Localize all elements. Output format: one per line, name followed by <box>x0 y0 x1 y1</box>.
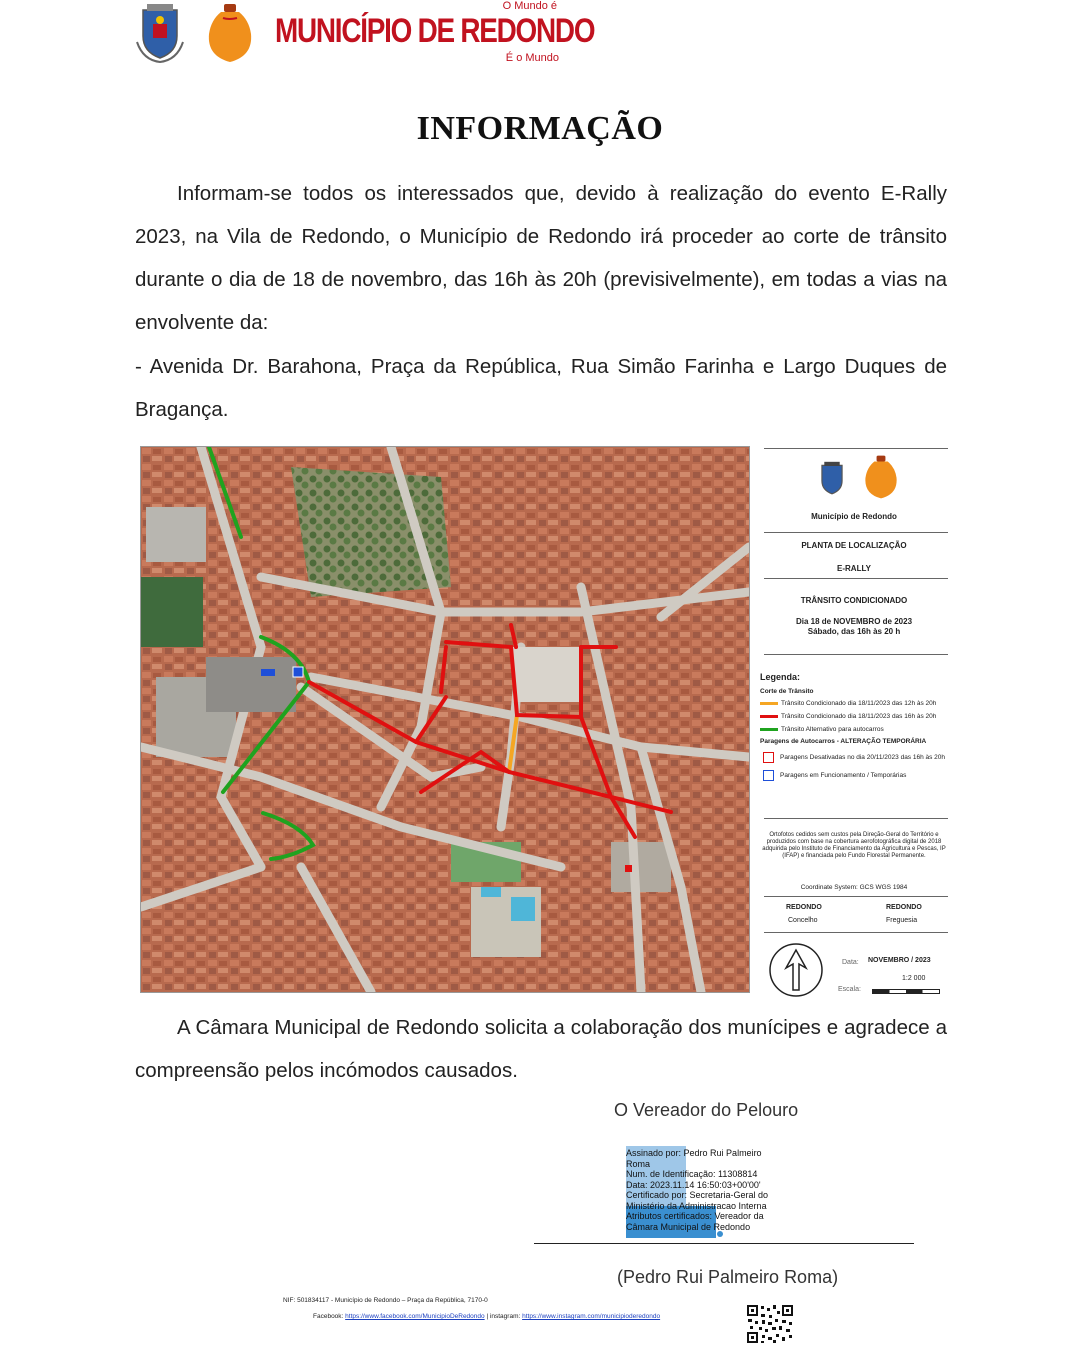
page-title: INFORMAÇÃO <box>416 110 664 147</box>
footer-fb-label: Facebook: <box>313 1313 346 1320</box>
legend-item-orange-label: Trânsito Condicionado dia 18/11/2023 das 12h às 20h <box>781 700 937 707</box>
legend-paragem-desat-label: Paragens Desativadas no dia 20/11/2023 das 16h às 20h <box>780 754 946 762</box>
legend-heading: Legenda: <box>760 672 801 682</box>
brand-logo <box>275 0 595 70</box>
scale-bar <box>872 989 940 994</box>
footer-separator: | instagram: <box>484 1313 523 1320</box>
legend-concelho-label: Concelho <box>788 917 818 924</box>
sig-line-8: Câmara Municipal de Redondo <box>626 1221 751 1232</box>
legend-divider <box>764 896 948 897</box>
orange-swatch <box>760 702 778 705</box>
green-swatch <box>760 728 778 731</box>
legend-escala-value: 1:2 000 <box>902 975 926 982</box>
legend-divider <box>764 818 948 819</box>
instagram-link[interactable]: https://www.instagram.com/municipioderedondo <box>522 1313 661 1320</box>
paragraph-closing: A Câmara Municipal de Redondo solicita a colaboração dos munícipes e agradece a compreensão pelos incómodos causados. <box>135 1016 947 1082</box>
pot-logo-icon <box>207 2 253 64</box>
digital-signature-text <box>626 1148 826 1232</box>
legend-data-value: NOVEMBRO / 2023 <box>868 957 931 964</box>
legend-paragem-func-label: Paragens em Funcionamento / Temporárias <box>780 772 907 780</box>
legend-paragem-func <box>760 770 906 781</box>
legend-concelho-value: REDONDO <box>786 904 822 911</box>
legend-divider <box>764 654 948 655</box>
legend-planta: PLANTA DE LOCALIZAÇÃO <box>801 541 907 550</box>
brand-top-text: O Mundo é <box>502 0 557 12</box>
footer-social <box>313 1313 660 1320</box>
legend-escala-label: Escala: <box>838 986 861 993</box>
legend-municipio: Município de Redondo <box>811 512 897 521</box>
legend-date-2: Sábado, das 16h às 20 h <box>807 627 901 636</box>
qr-code-icon[interactable] <box>746 1304 794 1344</box>
legend-date-1: Dia 18 de NOVEMBRO de 2023 <box>795 617 913 626</box>
legend-divider <box>764 448 948 449</box>
sig-line-5: Certificado por: Secretaria-Geral do <box>626 1190 769 1200</box>
legend-ortofotos: Ortofotos cedidos sem custos pela Direção-Geral do Território e produzidos com base na cobertura aerofotográfica digital de 2018 adquirida pelo Instituto de Financiamento da Agricultura e Pescas, IP (IFAP) e financiada pelo Fundo Florestal Permanente. <box>762 832 946 859</box>
legend-event: E-RALLY <box>837 564 871 573</box>
north-arrow-icon <box>768 942 824 998</box>
legend-item-red <box>760 713 936 720</box>
bus-stop-red-icon <box>763 752 774 763</box>
legend-corte: Corte de Trânsito <box>760 688 814 695</box>
signature-line <box>534 1243 914 1244</box>
legend-item-green <box>760 726 884 733</box>
legend-coord: Coordinate System: GCS WGS 1984 <box>800 884 908 891</box>
map-graphic <box>141 447 749 992</box>
signer-role: O Vereador do Pelouro <box>614 1100 799 1120</box>
facebook-link[interactable]: https://www.facebook.com/MunicipioDeRedondo <box>345 1313 485 1320</box>
legend-divider <box>764 532 948 533</box>
legend-item-red-label: Trânsito Condicionado dia 18/11/2023 das 16h às 20h <box>781 713 937 720</box>
coat-of-arms-icon <box>133 2 187 64</box>
legend-item-orange <box>760 700 936 707</box>
signer-name: (Pedro Rui Palmeiro Roma) <box>617 1267 839 1287</box>
brand-bottom-text: É o Mundo <box>505 52 559 64</box>
legend-freguesia-value: REDONDO <box>886 904 922 911</box>
legend-paragens: Paragens de Autocarros - ALTERAÇÃO TEMPORÁRIA <box>760 738 927 745</box>
legend-divider <box>764 932 948 933</box>
legend-transito: TRÂNSITO CONDICIONADO <box>800 596 908 605</box>
map-legend <box>760 446 948 998</box>
legend-divider <box>764 578 948 579</box>
paragraph-intro: Informam-se todos os interessados que, devido à realização do evento E-Rally 2023, na Vila de Redondo, o Município de Redondo irá proceder ao corte de trânsito durante o dia de 18 de novembro, das 16h às 20h (previsivelmente), em todas a vias na envolvente da: <box>135 182 947 334</box>
bus-stop-blue-icon <box>763 770 774 781</box>
brand-main-text: MUNICÍPIO DE REDONDO <box>275 12 595 50</box>
paragraph-streets: - Avenida Dr. Barahona, Praça da República, Rua Simão Farinha e Largo Duques de Bragança. <box>135 355 947 421</box>
legend-paragem-desat <box>760 752 945 763</box>
sig-line-3: Num. de Identificação: 11308814 <box>626 1169 758 1179</box>
sig-line-7: Atributos certificados: Vereador da <box>626 1211 764 1221</box>
sig-line-2: Roma <box>626 1158 651 1169</box>
red-swatch <box>760 715 778 718</box>
coat-of-arms-icon <box>816 460 848 498</box>
footer-address: NIF: 501834117 - Município de Redondo – Praça da República, 7170-0 <box>283 1297 488 1304</box>
aerial-map <box>140 446 750 993</box>
legend-item-green-label: Trânsito Alternativo para autocarros <box>781 726 884 733</box>
sig-line-4: Data: 2023.11.14 16:50:03+00'00' <box>626 1179 761 1190</box>
sig-line-1: Assinado por: Pedro Rui Palmeiro <box>626 1148 762 1158</box>
sig-line-6: Ministério da Administracao Interna <box>626 1200 767 1211</box>
legend-data-label: Data: <box>842 959 859 966</box>
pot-logo-icon <box>864 454 898 500</box>
header <box>133 0 595 70</box>
legend-freguesia-label: Freguesia <box>886 917 918 924</box>
